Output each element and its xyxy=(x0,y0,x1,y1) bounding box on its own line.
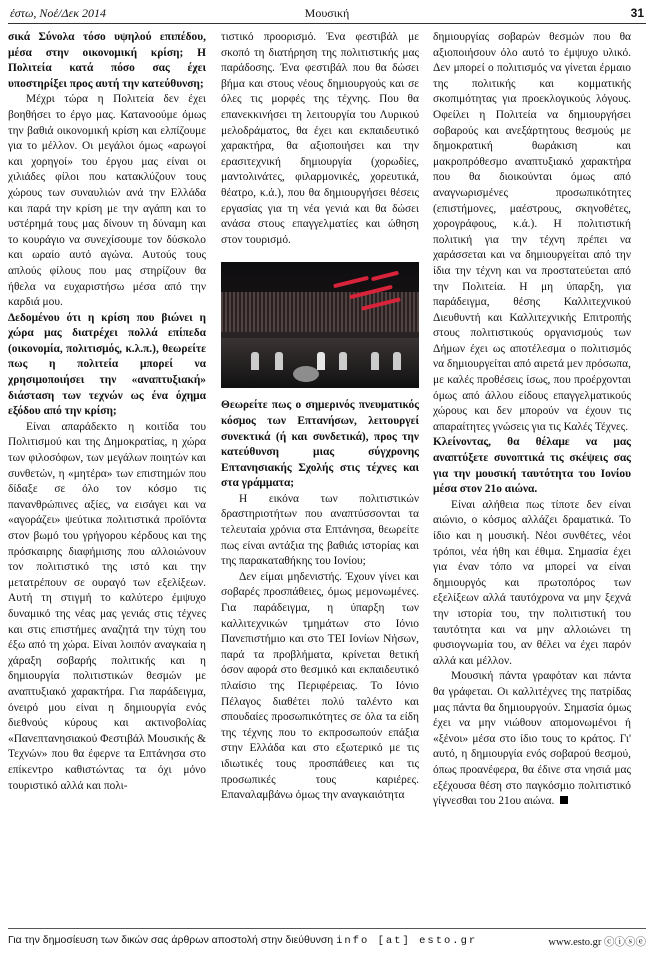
column-3 xyxy=(433,30,631,910)
page-footer xyxy=(8,934,646,950)
body-paragraph: Η εικόνα των πολιτιστικών δραστηριοτήτων που αναπτύσσονται τα τελευταία χρόνια στα Επτάνησα, θεωρείτε πως είναι αντάξια της βαθιάς ιστορίας και της παρακαταθήκης του Ιονίου; xyxy=(221,492,419,568)
footer-email[interactable]: info [at] esto.gr xyxy=(336,935,478,947)
body-paragraph: Μέχρι τώρα η Πολιτεία δεν έχει βοηθήσει το έργο μας. Κατανοούμε όμως την βαθιά οικονομική κρίση και ελπίζουμε για το μέλλον. Οι μεγάλοι όμως «αρωγοί και χορηγοί» του έργου μας είναι οι χιλιάδες φίλοι που κατακλύζουν τους χώρους των συναυλιών ανά την Ελλάδα και παρά την κρίση με την αγάπη και το υστέρημά τους μας δίνουν τη δύναμη και το κουράγιο να συνεχίσουμε τον δύσκολο και ωραίο αυτό αγώνα. Αυτούς τους απλούς φίλους που μας στηρίζουν θα ήθελα να ευχαριστήσω μέσα από την καρδιά μου. xyxy=(8,93,206,309)
body-paragraph: Είναι απαράδεκτο η κοιτίδα του Πολιτισμού και της Δημοκρατίας, η χώρα των φιλοσόφων, των μεγάλων ποιητών και συνθετών, η «μητέρα» των επιστημών που δίδαξε σε όλο τον κόσμο τις πανανθρώπινες αξίες, να εισάγει και να «αγοράζει» ψεύτικα πολιτιστικά προϊόντα στον βωμό του γρήγορου κέρδους και της πρόσκαιρης διαφήμισης που αλλοιώνουν τον πολιτιστικό της ιστό και την μετατρέπουν σε ουραγό των εξελίξεων. Αυτή τη στιγμή το καλύτερο έμψυχο δυναμικό της νέας μας γενιάς στις τέχνες και στις επιστήμες αναζητά την τύχη του έξω από τη χώρα. Είναι λοιπόν αναγκαία η χάραξη σοβαρής πολιτικής και η δημιουργία πολιτιστικών θεσμών με αναπτυξιακό χαρακτήρα. Για παράδειγμα, όνειρό μου είναι η δημιουργία ενός διεθνούς κύρους και ακτινοβολίας «Πανεπτανησιακού Φεστιβάλ Μουσικής & Τεχνών» που θα έφερνε τα Επτάνησα στο επίκεντρο καθιστώντας τα όχι μόνο τουριστικό αλλά και πολι- xyxy=(8,420,206,792)
section-title: Μουσική xyxy=(304,6,350,20)
body-paragraph: Δεν είμαι μηδενιστής. Έχουν γίνει και σοβαρές προσπάθειες, όμως μεμονωμένες. Για παράδειγμα, η ύπαρξη των καλλιτεχνικών τμημάτων στο Ιόνιο Πανεπιστήμιο και στο ΤΕΙ Ιονίων Νήσων, παρά τα προβλήματα, κρίνεται θετική όσον αφορά στο θεσμικό και εκπαιδευτικό πλαίσιο της Περιφέρειας. Το Ιόνιο Πέλαγος διαθέτει πολύ ταλέντο και σπουδαίες προσωπικότητες σε όλα τα είδη της τέχνης που το εκπροσωπούν επάξια στην Ελλάδα και στο εξωτερικό με τις ιδιωτικές τους προσπάθειες και τις προσωπικές τους καριέρες. Επαναλαμβάνω όμως την αναγκαιότητα xyxy=(221,570,419,802)
column-2 xyxy=(221,30,419,910)
end-mark xyxy=(560,796,568,804)
concert-photo xyxy=(221,262,419,388)
article-body xyxy=(8,30,646,910)
question-paragraph: Δεδομένου ότι η κρίση που βιώνει η χώρα μας διατρέχει πολλά επίπεδα (οικονομία, πολιτισμός, κ.λ.π.), θεωρείτε πως η πολιτεία μπορεί να χρησιμοποιήσει την «αναπτυξιακή» διάσταση των τεχνών ως ένα όχημα εξόδου από την κρίση; xyxy=(8,311,206,418)
column-1 xyxy=(8,30,206,910)
body-paragraph: Είναι αλήθεια πως τίποτε δεν είναι αιώνιο, ο κόσμος αλλάζει δραματικά. Το ίδιο και η μουσική. Νέοι συνθέτες, νέοι τρόποι, νέα ήθη και έθιμα. Σημασία έχει για έναν τόπο να μπορεί να είναι δημιουργός και πρωτοπόρος των εξελίξεων αλλά ταυτόχρονα να μην ξεχνά την ιστορία του, την πολιτιστική του ταυτότητα και να μην αλλοιώνει τη φυσιογνωμία του, αν θέλει να έχει παρόν αλλά και μέλλον. xyxy=(433,498,631,667)
question-paragraph: σικά Σύνολα τόσο υψηλού επιπέδου, μέσα στην οικονομική κρίση; Η Πολιτεία κατά πόσο σας έχει υποστηρίξει προς αυτή την κατεύθυνση; xyxy=(8,31,206,90)
header-rule xyxy=(8,23,646,24)
question-paragraph: Θεωρείτε πως ο σημερινός πνευματικός κόσμος των Επτανήσων, λειτουργεί συνεκτικά (ή και συνδετικά), προς την κατεύθυνση μιας σύγχρονης Επτανησιακής Σχολής στις τέχνες και στα γράμματα; xyxy=(221,399,419,490)
body-paragraph: τιστικό προορισμό. Ένα φεστιβάλ με σκοπό τη διατήρηση της πολιτιστικής μας παράδοσης. Ένα φεστιβάλ που θα δώσει βήμα και στους νέους δημιουργούς και σε όλες τις μορφές της τέχνης. Που θα επανεκκινήσει τη λειτουργία του Λυρικού μελοδράματος, θα έχει και εκπαιδευτικό χαρακτήρα, θα αξιοποιήσει και την ερασιτεχνική δημιουργία (χορωδίες, μαντολινάτες, φιλαρμονικές, χορευτικά, θέατρο, κ.ά.), που θα δημιουργήσει θέσεις εργασίας για τη νέα γενιά και θα δώσει ανάσα στους επαγγελματίες και ώθηση στον τουρισμό. xyxy=(221,31,419,246)
footer-website[interactable]: www.esto.gr ⓒⓘⓢⓔ xyxy=(548,937,646,948)
body-paragraph: δημιουργίας σοβαρών θεσμών που θα αξιοποιήσουν όλο αυτό το έμψυχο υλικό. Δεν μπορεί ο πολιτισμός να γίνεται έρμαιο της πολιτικής και κομματικής σκοπιμότητας για προεκλογικούς λόγους. Οφείλει η Πολιτεία να δημιουργήσει σοβαρούς και ανεξάρτητους θεσμούς με δημοκρατική θωράκιση και μακροπρόθεσμο αναπτυξιακό χαρακτήρα που θα διοικούνται όμως από αναγνωρισμένες προσωπικότητες (επιστήμονες, μαέστρους, σκηνοθέτες, χορογράφους, κ.ά.). Η πολιτιστική πολιτική για την τέχνη πρέπει να χαράσσεται και να δημιουργείται από την ίδια την τέχνη και να προστατεύεται από την Πολιτεία. Η μη ύπαρξη, για παράδειγμα, θέσης Καλλιτεχνικού Διευθυντή και Καλλιτεχνικής Επιτροπής στους πολιτιστικούς οργανισμούς των Δήμων έχει ως αποτέλεσμα ο πολιτισμός να δημιουργείται από αιρετά μεν πρόσωπα, με καλές προθέσεις ίσως, που προέρχονται όμως από άλλου είδους επαγγελματικούς χώρους και δεν μπορούν να έχουν τις απαραίτητες γνώσεις για τις Καλές Τέχνες. xyxy=(433,31,631,433)
page-number: 31 xyxy=(630,6,644,20)
page-header xyxy=(8,4,646,22)
footer-rule xyxy=(8,928,646,929)
issue-label: έστω, Νοέ/Δεκ 2014 xyxy=(10,6,107,20)
question-paragraph: Κλείνοντας, θα θέλαμε να μας αναπτύξετε συνοπτικά τις σκέψεις σας για την μουσική ταυτότητα του Ιονίου μέσα στον 21ο αιώνα. xyxy=(433,436,631,496)
body-paragraph: Μουσική πάντα γραφόταν και πάντα θα γράφεται. Οι καλλιτέχνες της πατρίδας μας πάντα θα δημιουργούν. Σημασία όμως έχει να μην νιώθουν απομονωμένοι ή «ξένοι» μέσα στο ίδιο τους το κράτος. Γι' αυτό, η δημιουργία ενός σοβαρού θεσμού, όπως προανέφερα, θα έδινε στα νησιά μας εξέχουσα θέση στο παγκόσμιο πολιτιστικό γίγνεσθαι του 21ου αιώνα. xyxy=(433,670,631,808)
footer-note: Για την δημοσίευση των δικών σας άρθρων αποστολή στην διεύθυνση xyxy=(8,934,334,946)
